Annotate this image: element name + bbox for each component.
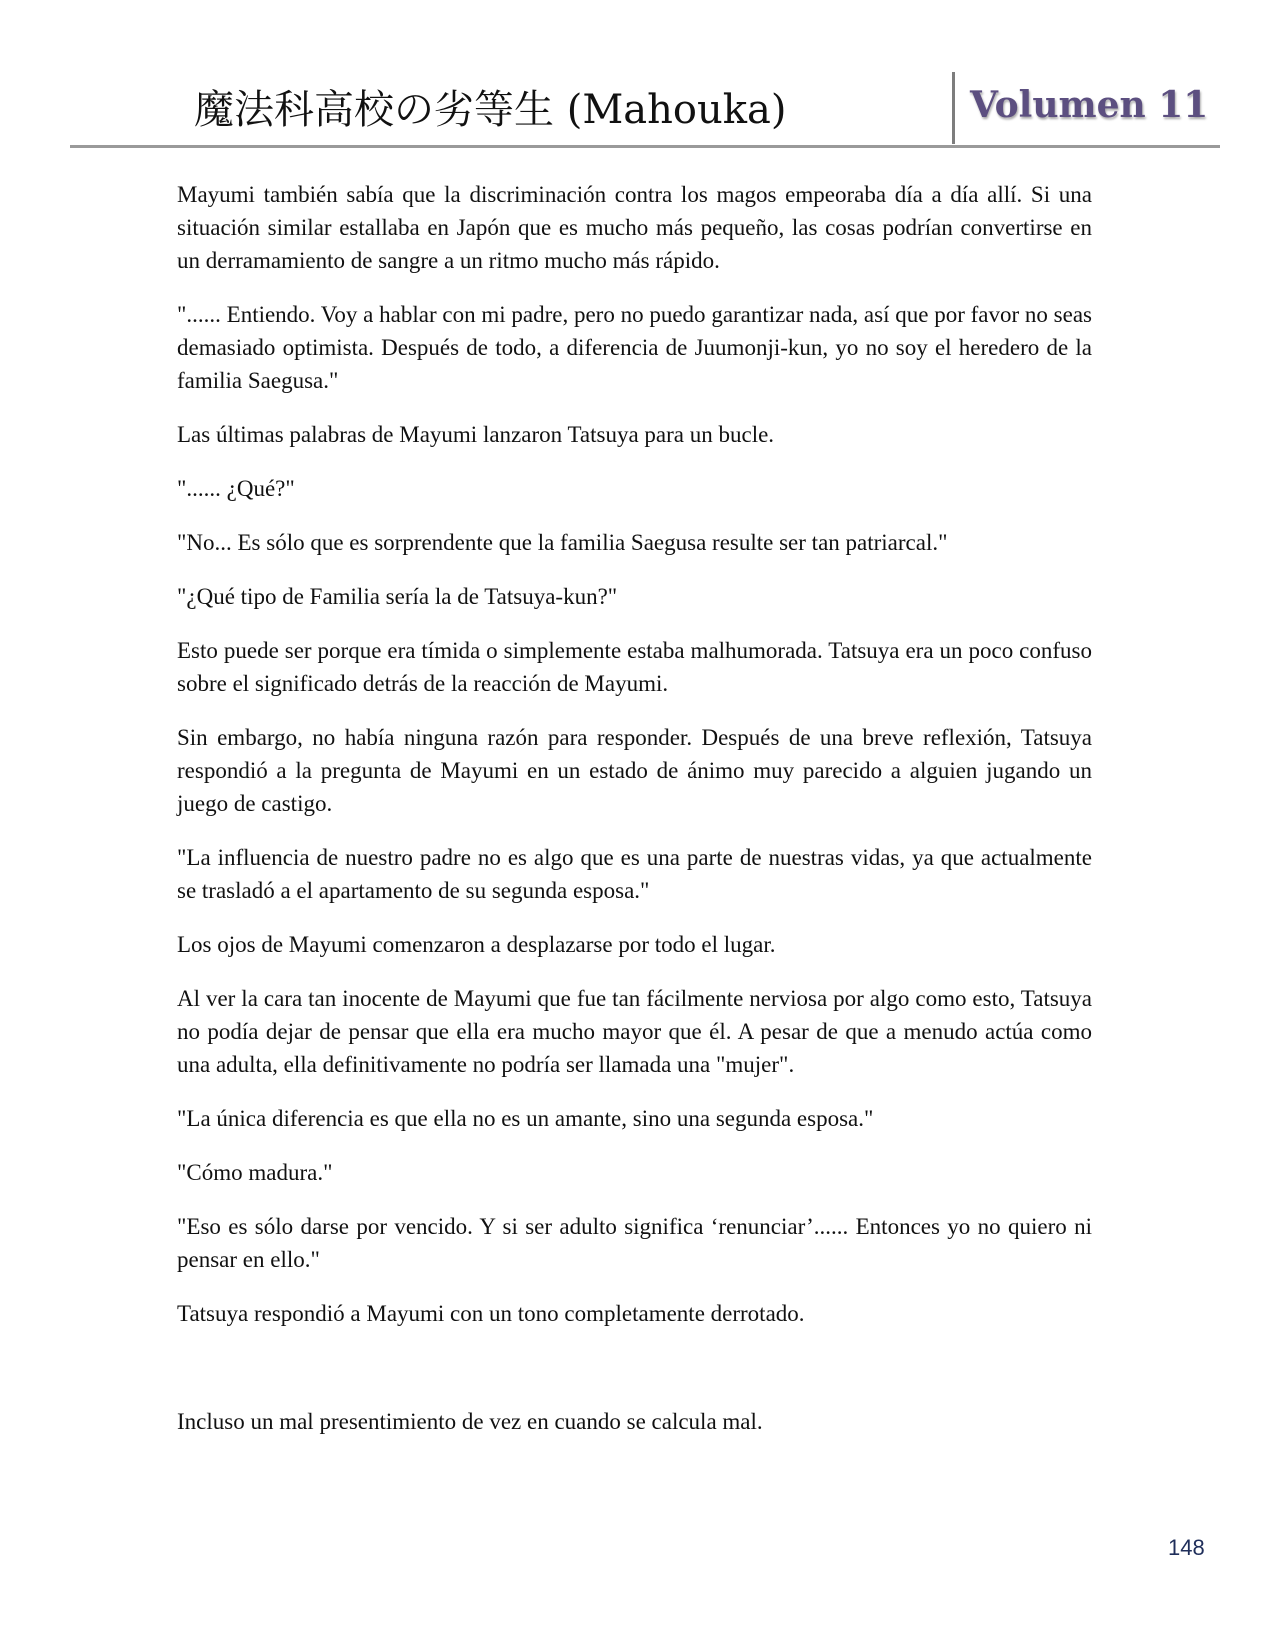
- paragraph: Las últimas palabras de Mayumi lanzaron Tatsuya para un bucle.: [177, 422, 775, 447]
- paragraph: Esto puede ser porque era tímida o simplemente estaba malhumorada. Tatsuya era un poco confuso sobre el significado detrás de la reacción de Mayumi.: [177, 638, 1092, 696]
- paragraph: Mayumi también sabía que la discriminación contra los magos empeoraba día a día allí. Si una situación similar estallaba en Japón que es mucho más pequeño, las cosas podrían convertirse en un derramamiento de sangre a un ritmo mucho más rápido.: [177, 182, 1092, 273]
- paragraph: "¿Qué tipo de Familia sería la de Tatsuya-kun?": [177, 584, 618, 609]
- closing-paragraph: Incluso un mal presentimiento de vez en cuando se calcula mal.: [177, 1409, 763, 1434]
- paragraph: "...... ¿Qué?": [177, 476, 295, 501]
- header-divider: [952, 72, 955, 144]
- page-body: [177, 178, 1092, 1459]
- page-number: 148: [1168, 1535, 1205, 1560]
- page-header: [70, 70, 1220, 150]
- header-rule: [70, 145, 1220, 148]
- book-title: 魔法科高校の劣等生 (Mahouka): [194, 87, 787, 133]
- paragraph: "Cómo madura.": [177, 1160, 333, 1185]
- paragraph: "...... Entiendo. Voy a hablar con mi padre, pero no puedo garantizar nada, así que por favor no seas demasiado optimista. Después de todo, a diferencia de Juumonji-kun, yo no soy el heredero de la familia Saegusa.": [177, 302, 1092, 393]
- paragraph: Sin embargo, no había ninguna razón para responder. Después de una breve reflexión, Tatsuya respondió a la pregunta de Mayumi en un estado de ánimo muy parecido a alguien jugando un juego de castigo.: [177, 725, 1092, 816]
- paragraph: Tatsuya respondió a Mayumi con un tono completamente derrotado.: [177, 1301, 805, 1326]
- paragraph: "Eso es sólo darse por vencido. Y si ser adulto significa ‘renunciar’...... Entonces yo no quiero ni pensar en ello.": [177, 1214, 1092, 1272]
- volume-label: Volumen 11: [970, 84, 1209, 126]
- paragraph: "La influencia de nuestro padre no es algo que es una parte de nuestras vidas, ya que actualmente se trasladó a el apartamento de su segunda esposa.": [177, 845, 1092, 903]
- paragraph: "La única diferencia es que ella no es un amante, sino una segunda esposa.": [177, 1106, 874, 1131]
- paragraph: Al ver la cara tan inocente de Mayumi que fue tan fácilmente nerviosa por algo como esto, Tatsuya no podía dejar de pensar que ella era mucho mayor que él. A pesar de que a menudo actúa como una adulta, ella definitivamente no podría ser llamada una "mujer".: [177, 986, 1092, 1077]
- paragraph: Los ojos de Mayumi comenzaron a desplazarse por todo el lugar.: [177, 932, 776, 957]
- paragraph: "No... Es sólo que es sorprendente que la familia Saegusa resulte ser tan patriarcal.": [177, 530, 948, 555]
